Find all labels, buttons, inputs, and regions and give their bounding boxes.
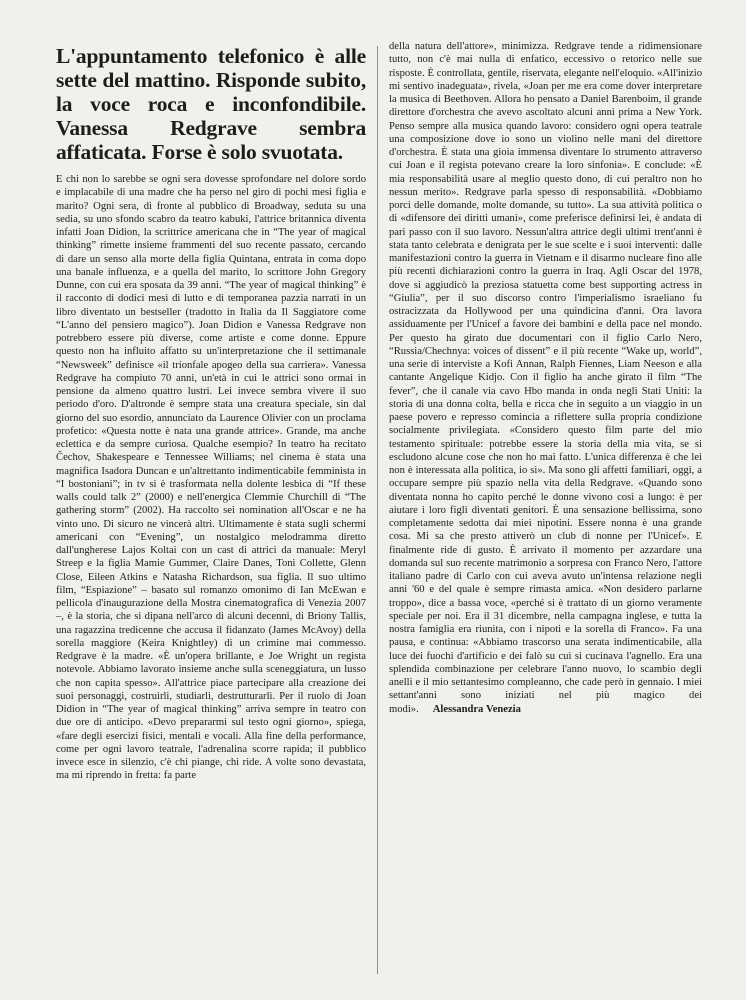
- author-byline: Alessandra Venezia: [432, 703, 521, 715]
- article-standfirst: L'appuntamento telefonico è alle sette del mattino. Risponde subito, la voce roca e inconfondibile. Vanessa Redgrave sembra affaticata. Forse è solo svuotata.: [56, 44, 366, 164]
- article-body-right: [389, 40, 702, 716]
- column-divider: [377, 46, 378, 974]
- right-column: [389, 40, 702, 982]
- left-column: [56, 40, 366, 982]
- article-columns: [56, 40, 702, 982]
- article-body-right-text: della natura dell'attore», minimizza. Redgrave tende a ridimensionare tutto, non c'è mai nulla di enfatico, eccessivo o retorico nelle sue risposte. È controllata, gentile, riservata, elegante nell'eloquio. «All'inizio mi sentivo inadeguata», rivela, «Joan per me era come dover interpretare la musica di Beethoven. Allora ho pensato a Daniel Barenboim, il grande direttore d'orchestra che avevo ascoltato alcuni anni prima a New York. Penso sempre alla musica quando lavoro: considero ogni opera teatrale una composizione dove io sono un violino nelle mani del direttore d'orchestra. È stata una gioia immensa diventare lo strumento attraverso cui Joan e il regista potevano creare la loro sinfonia». E conclude: «È mia responsabilità usare al meglio questo dono, di cui peraltro non ho nessun merito». Redgrave parla spesso di responsabilità. «Dobbiamo porci delle domande, molte domande, su tutto». La sua attività politica o di «difensore dei diritti umani», come preferisce definirsi lei, è andata di pari passo con il suo lavoro. Nessun'altra attrice degli ultimi trent'anni è stata tanto celebrata e denigrata per le sue scelte e i suoi interventi: dalle manifestazioni contro la guerra in Vietnam e il disarmo nucleare fino alle più recenti dichiarazioni contro la guerra in Iraq. Agli Oscar del 1978, dove si aggiudicò la preziosa statuetta come best supporting actress in “Giulia”, per il suo discorso contro l'imperialismo israeliano fu ostracizzata da Hollywood per una quindicina d'anni. Ora lavora assiduamente per l'Unicef a favore dei bambini e della pace nel mondo. Per questo ha girato due documentari con il figlio Carlo Nero, “Russia/Chechnya: voices of dissent” e il più recente “Wake up, world”, una serie di interviste a Kofi Annan, Ralph Fiennes, Liam Neeson e alla cantante Angelique Kidjo. Con il figlio ha anche girato il film “The fever”, che il canale via cavo Hbo manda in onda negli Stati Uniti: la storia di una donna colta, bella e ricca che in seguito a un viaggio in un paese povero e represso comincia a riflettere sulla propria condizione socialmente privilegiata. «Considero questo film parte del mio testamento spirituale: potrebbe essere la storia della mia vita, se si escludono alcune cose che non ho mai fatto. L'unica differenza è che lei non è interessata alla politica, io sì». Ma sono gli affetti familiari, oggi, a occupare sempre più spazio nella vita della Redgrave. «Quando sono diventata nonna ho capito perché le donne vivono così a lungo: è per aiutare i loro figli diventati genitori. È una sensazione bellissima, sono completamente sedotta dai miei nipotini. Essere nonna è una grande cosa. Mi sa che presto attiverò un club di nonne per l'Unicef». E finalmente ride di gusto. È arrivato il momento per azzardare una domanda sul suo recente matrimonio a sorpresa con Franco Nero, l'attore italiano padre di Carlo con cui aveva avuto un'intensa relazione negli anni '60 e del quale è sempre rimasta amica. «Non desidero parlarne troppo», dice a bassa voce, «perché si è trattato di un giorno veramente speciale per noi. Era il 31 dicembre, nella campagna inglese, e tutta la nostra famiglia era riunita, con i nipoti e la sorella di Franco». Fa una pausa, e continua: «Abbiamo trascorso una serata indimenticabile, alla luce dei fuochi d'artificio e dei falò su cui si cucinava l'agnello. Era una splendida combinazione per celebrare l'anno nuovo, lo scambio degli anelli e il mio settantesimo compleanno, che cade però in gennaio. I miei settant'anni sono iniziati nel più magico dei modi».: [389, 41, 702, 715]
- article-body-left: E chi non lo sarebbe se ogni sera dovesse sprofondare nel dolore sordo e implacabile di una madre che ha perso nel giro di pochi mesi figlia e marito? Ogni sera, di fronte al pubblico di Broadway, seduta su una sedia, su uno sfondo scabro da teatro kabuki, l'attrice britannica diventa infatti Joan Didion, la scrittrice americana che in “The year of magical thinking” rimette insieme frammenti del suo recente passato, cercando di dare un senso alla morte della figlia Quintana, entrata in coma dopo una banale influenza, e a quella del marito, lo scrittore John Gregory Dunne, con cui era sposata da 39 anni. “The year of magical thinking” è il racconto di dodici mesi di lutto e di temporanea pazzia narrati in un libro diventato un bestseller (tradotto in Italia da Il Saggiatore come “L'anno del pensiero magico”). Joan Didion e Vanessa Redgrave non potrebbero essere più diverse, come artiste e come donne. Eppure questo non ha influito affatto su un'interpretazione che il settimanale “Newsweek” definisce «il trionfale apogeo della sua carriera». Vanessa Redgrave ha compiuto 70 anni, un'età in cui le attrici sono ormai in pensione da almeno quattro lustri. Lei invece sembra vivere il suo periodo d'oro. D'altronde è sempre stata una creatura speciale, sin dal giorno del suo esordio, annunciato da Laurence Olivier con un proclama profetico: «Questa notte è nata una grande attrice». Grande, ma anche eclettica e da sempre curiosa. Qualche esempio? In teatro ha recitato Čechov, Shakespeare e Tennessee Williams; nel cinema è stata una magnifica Isadora Duncan e un'altrettanto indimenticabile femminista in “I bostoniani”; in tv si è trasformata nella dolente lesbica di “If these walls could talk 2” (2000) e nell'energica Clemmie Churchill di “The gathering storm” (2002). Ha raccolto sei nomination all'Oscar e ne ha vinto uno. Di sicuro ne vincerà altri. Ultimamente è stata sugli schermi americani con “Evening”, un nostalgico melodramma diretto dall'ungherese Lajos Koltai con un cast di attrici da manuale: Meryl Streep e la figlia Mamie Gummer, Claire Danes, Toni Collette, Glenn Close, Eileen Atkins e Natasha Richardson, sua figlia. Il suo ultimo film, “Espiazione” – basato sul romanzo omonimo di Ian McEwan e pellicola d'inaugurazione della Mostra cinematografica di Venezia 2007 –, è la storia, che si dipana nell'arco di alcuni decenni, di Briony Tallis, una ragazzina tredicenne che accusa il fidanzato (James McAvoy) della sorella maggiore (Keira Knightley) di un crimine mai commesso. Redgrave è la madre. «È un'opera brillante, e Joe Wright un regista notevole. Abbiamo lavorato insieme anche sulla sceneggiatura, un lusso che non capita spesso». All'attrice piace partecipare alla creazione dei suoi personaggi, costruirli, studiarli, destrutturarli. Per il ruolo di Joan Didion in “The year of magical thinking” arriva sempre in teatro con due ore di anticipo. «Devo prepararmi sul testo ogni giorno», spiega, «fare degli esercizi fisici, mentali e vocali. Alla fine della performance, come per ogni lavoro teatrale, l'adrenalina scorre rapida; il pubblico invece esce in silenzio, c'è chi piange, chi ride. A volte sono devastata, ma mi riprendo in fretta: fa parte: [56, 174, 366, 782]
